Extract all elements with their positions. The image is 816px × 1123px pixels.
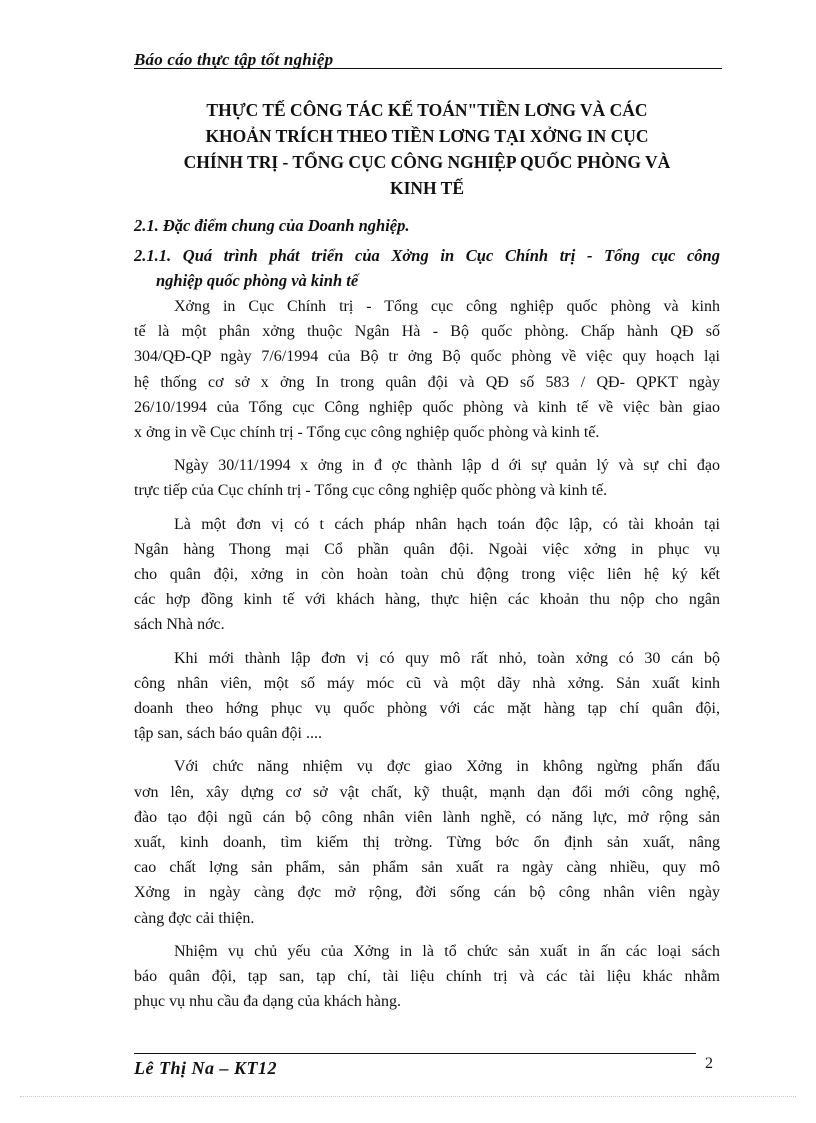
paragraph-line: trực tiếp của Cục chính trị - Tổng cục công nghiệp quốc phòng và kinh tế. xyxy=(134,482,608,500)
document-title xyxy=(134,97,720,201)
paragraph-line: vơn lên, xây dựng cơ sở vật chất, kỹ thuật, mạnh dạn đổi mới công nghệ, xyxy=(134,783,720,801)
paragraph-line: 26/10/1994 của Tổng cục Công nghiệp quốc phòng và kinh tế về việc bàn giao xyxy=(134,398,720,416)
paragraph-line: doanh theo hớng phục vụ quốc phòng với các mặt hàng tạp chí quân đội, xyxy=(134,700,720,718)
subsection-heading xyxy=(134,243,720,293)
header-text: Báo cáo thực tập tốt nghiệp xyxy=(134,50,334,69)
paragraph-line: sách Nhà nớc. xyxy=(134,616,225,634)
paragraph-line: Khi mới thành lập đơn vị có quy mô rất nhỏ, toàn xởng có 30 cán bộ xyxy=(174,649,720,667)
paragraph-line: càng đợc cải thiện. xyxy=(134,909,255,927)
paragraph-line: xuất, kinh doanh, tìm kiếm thị trờng. Từng bớc ổn định sản xuất, nâng xyxy=(134,834,720,852)
paragraph-line: Xởng in Cục Chính trị - Tổng cục công nghiệp quốc phòng và kinh xyxy=(174,298,720,315)
paragraph-line: Ngày 30/11/1994 x ởng in đ ợc thành lập d ới sự quản lý và sự chỉ đạo xyxy=(174,457,720,475)
paragraph-line: Ngân hàng Thong mại Cổ phần quân đội. Ngoài việc xởng in phục vụ xyxy=(134,540,720,558)
paragraph-line: 304/QĐ-QP ngày 7/6/1994 của Bộ tr ởng Bộ quốc phòng về việc quy hoạch lại xyxy=(134,348,720,366)
paragraph xyxy=(134,939,720,1015)
paragraph-line: cho quân đội, xởng in còn hoàn toàn chủ động trong việc liên hệ ký kết xyxy=(134,566,720,584)
paragraph-line: Là một đơn vị có t cách pháp nhân hạch toán độc lập, có tài khoản tại xyxy=(174,515,720,533)
paragraph-line: tập san, sách báo quân đội .... xyxy=(134,725,322,743)
paragraph xyxy=(134,646,720,747)
paragraph-line: đào tạo đội ngũ cán bộ công nhân viên lành nghề, có năng lực, mở rộng sản xyxy=(134,808,720,826)
paragraph-line: Nhiệm vụ chủ yếu của Xởng in là tổ chức sản xuất in ấn các loại sách xyxy=(174,942,720,960)
subsection-heading-line: nghiệp quốc phòng và kinh tế xyxy=(156,271,359,290)
header-rule xyxy=(134,68,722,69)
title-line: KHOẢN TRÍCH THEO TIỀN LƠNG TẠI XỞNG IN CỤC xyxy=(205,126,649,146)
paragraph-line: phục vụ nhu cầu đa dạng của khách hàng. xyxy=(134,993,402,1011)
paragraph xyxy=(134,294,720,445)
paragraph-line: tế là một phân xởng thuộc Ngân Hà - Bộ quốc phòng. Chấp hành QĐ số xyxy=(134,323,720,341)
body-text xyxy=(134,294,720,1022)
page-header xyxy=(134,50,722,70)
paragraph-line: công nhân viên, một số máy móc cũ và một dãy nhà xởng. Sản xuất kinh xyxy=(134,674,720,692)
page-number: 2 xyxy=(705,1055,713,1072)
page-bottom-border xyxy=(20,1096,796,1097)
subsection-heading-line: 2.1.1. Quá trình phát triển của Xởng in Cục Chính trị - Tổng cục công xyxy=(134,246,720,265)
paragraph-line: các hợp đồng kinh tế với khách hàng, thực hiện các khoản thu nộp cho ngân xyxy=(134,591,720,609)
paragraph-line: cao chất lợng sản phẩm, sản phẩm sản xuất ra ngày càng nhiều, quy mô xyxy=(134,859,720,877)
paragraph-line: Xởng in ngày càng đợc mở rộng, đời sống cán bộ công nhân viên ngày xyxy=(134,884,720,902)
paragraph-line: hệ thống cơ sở x ởng In trong quân đội và QĐ số 583 / QĐ- QPKT ngày xyxy=(134,373,720,391)
section-heading: 2.1. Đặc điểm chung của Doanh nghiệp. xyxy=(134,216,410,235)
footer-rule xyxy=(134,1053,696,1054)
paragraph-line: Với chức năng nhiệm vụ đợc giao Xởng in không ngừng phấn đấu xyxy=(174,758,720,776)
footer-author: Lê Thị Na – KT12 xyxy=(134,1058,277,1078)
paragraph xyxy=(134,754,720,930)
paragraph xyxy=(134,512,720,638)
title-line: KINH TẾ xyxy=(389,178,465,198)
title-line: CHÍNH TRỊ - TỔNG CỤC CÔNG NGHIỆP QUỐC PHÒNG VÀ xyxy=(183,152,671,172)
paragraph-line: x ởng in về Cục chính trị - Tổng cục công nghiệp quốc phòng và kinh tế. xyxy=(134,424,600,442)
title-line: THỰC TẾ CÔNG TÁC KẾ TOÁN"TIỀN LƠNG VÀ CÁC xyxy=(206,100,648,120)
paragraph-line: báo quân đội, tạp san, tạp chí, tài liệu chính trị và các tài liệu khác nhằm xyxy=(134,968,720,986)
paragraph xyxy=(134,453,720,503)
